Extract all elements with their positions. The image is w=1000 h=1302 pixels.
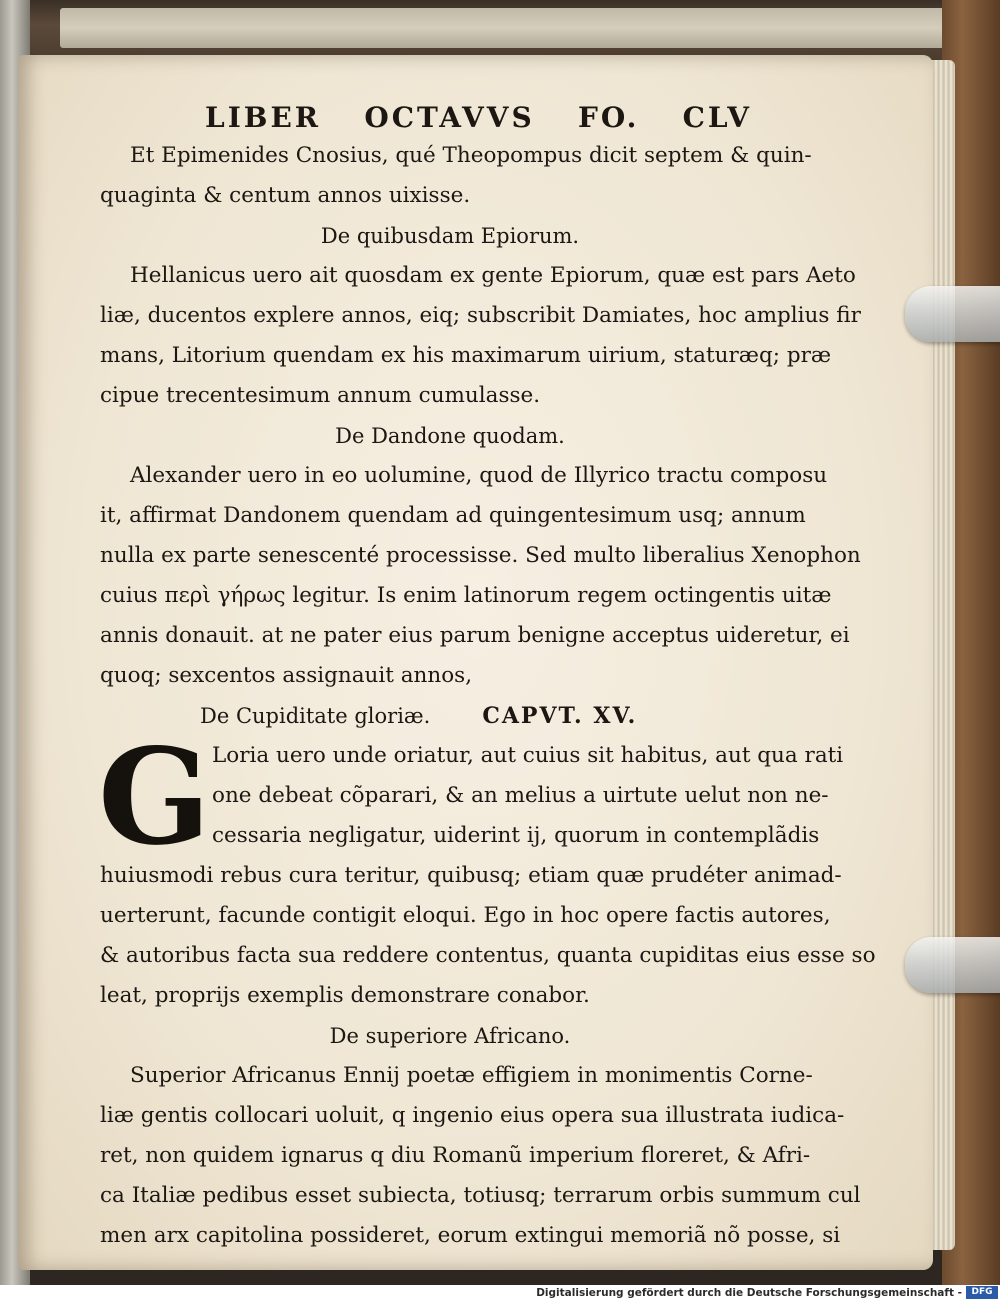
text-line: quaginta & centum annos uixisse. bbox=[100, 183, 471, 208]
running-head-fo: FO. bbox=[577, 101, 640, 134]
funding-notice: Digitalisierung gefördert durch die Deutsche Forschungsgemeinschaft - bbox=[536, 1287, 962, 1299]
text-line: mans, Litorium quendam ex his maximarum uirium, staturæq; præ bbox=[100, 343, 832, 368]
text-line: Hellanicus uero ait quosdam ex gente Epiorum, quæ est pars Aeto bbox=[130, 263, 856, 288]
text-line: quoq; sexcentos assignauit annos, bbox=[100, 663, 473, 688]
text-line: Et Epimenides Cnosius, qué Theopompus dicit septem & quin- bbox=[130, 143, 812, 168]
text-line: cipue trecentesimum annum cumulasse. bbox=[100, 383, 541, 408]
page-holder-clip-bottom bbox=[905, 937, 1000, 993]
text-line: cessaria negligatur, uiderint ij, quorum in contemplãdis bbox=[212, 823, 820, 848]
running-head bbox=[100, 100, 800, 136]
page-text bbox=[98, 100, 876, 1256]
section-heading: De Dandone quodam. bbox=[335, 424, 565, 448]
text-line: liæ gentis collocari uoluit, q ingenio eius opera sua illustrata iudica- bbox=[100, 1103, 845, 1128]
drop-cap-initial: G bbox=[98, 720, 211, 875]
text-line: it, affirmat Dandonem quendam ad quingentesimum usq; annum bbox=[100, 503, 806, 528]
drop-cap-paragraph bbox=[98, 720, 844, 875]
text-line: Superior Africanus Ennij poetæ effigiem in monimentis Corne- bbox=[130, 1063, 813, 1088]
text-line: one debeat cõparari, & an melius a uirtute uelut non ne- bbox=[212, 783, 829, 808]
text-line: leat, proprijs exemplis demonstrare conabor. bbox=[100, 983, 590, 1008]
text-line: Alexander uero in eo uolumine, quod de Illyrico tractu composu bbox=[130, 463, 828, 488]
chapter-number: CAPVT. XV. bbox=[482, 703, 638, 729]
text-line: cuius περὶ γήρως legitur. Is enim latinorum regem octingentis uitæ bbox=[100, 583, 832, 608]
running-head-center: OCTAVVS bbox=[364, 101, 535, 134]
chapter-title: De Cupiditate gloriæ. bbox=[200, 704, 431, 728]
dfg-logo-icon[interactable]: DFG bbox=[966, 1286, 998, 1299]
binding-tape bbox=[60, 8, 960, 48]
text-line: uerterunt, facunde contigit eloqui. Ego in hoc opere factis autores, bbox=[100, 903, 831, 928]
section-heading: De quibusdam Epiorum. bbox=[320, 224, 580, 248]
footer-bar bbox=[0, 1285, 1000, 1302]
text-line: nulla ex parte senescenté processisse. Sed multo liberalius Xenophon bbox=[100, 543, 861, 568]
text-line: huiusmodi rebus cura teritur, quibusq; etiam quæ prudéter animad- bbox=[100, 863, 842, 888]
text-line: & autoribus facta sua reddere contentus, quanta cupiditas eius esse so bbox=[100, 943, 876, 968]
text-line: annis donauit. at ne pater eius parum benigne acceptus uideretur, ei bbox=[100, 623, 850, 648]
text-line: ret, non quidem ignarus q diu Romanũ imperium floreret, & Afri- bbox=[100, 1143, 811, 1168]
text-line: liæ, ducentos explere annos, eiq; subscribit Damiates, hoc amplius fir bbox=[100, 303, 861, 328]
text-line: men arx capitolina possideret, eorum extingui memoriã nõ posse, si bbox=[100, 1223, 841, 1248]
running-head-left: LIBER bbox=[205, 101, 322, 134]
text-line: Loria uero unde oriatur, aut cuius sit habitus, aut qua rati bbox=[212, 743, 844, 768]
page-holder-clip-top bbox=[905, 286, 1000, 342]
folio-number: CLV bbox=[682, 101, 752, 134]
section-heading: De superiore Africano. bbox=[329, 1024, 571, 1048]
text-line: ca Italiæ pedibus esset subiecta, totiusq; terrarum orbis summum cul bbox=[100, 1183, 861, 1208]
